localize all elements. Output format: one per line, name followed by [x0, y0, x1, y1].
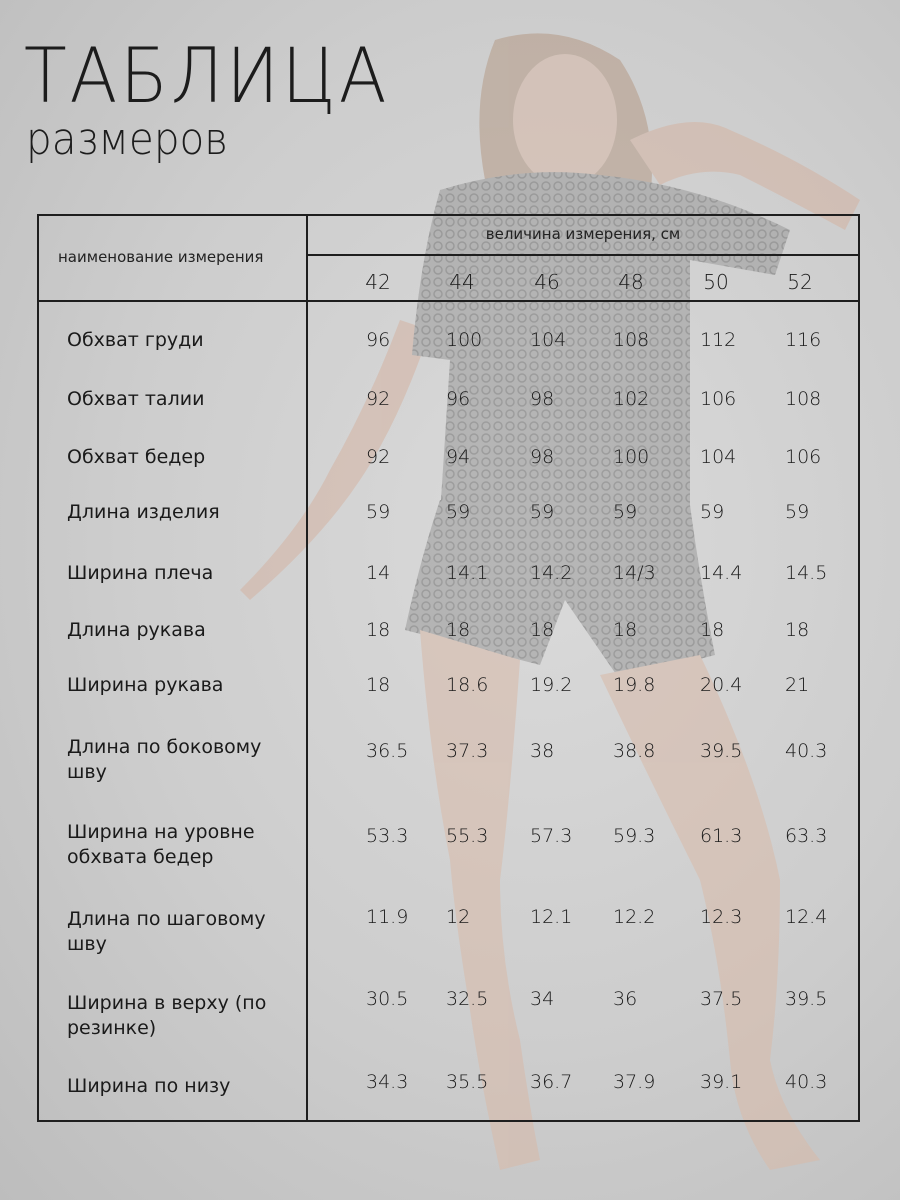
table-cell: 61.3 [700, 825, 743, 847]
table-cell: 108 [613, 329, 650, 351]
table-cell: 14.4 [700, 562, 743, 584]
table-cell: 19.8 [613, 674, 656, 696]
table-cell: 63.3 [785, 825, 828, 847]
table-cell: 92 [366, 388, 391, 410]
table-cell: 12.2 [613, 906, 656, 928]
table-cell: 18 [530, 619, 555, 641]
table-cell: 12.3 [700, 906, 743, 928]
table-cell: 14/3 [613, 562, 656, 584]
table-cell: 100 [446, 329, 483, 351]
table-subheader-divider [306, 254, 860, 256]
size-header-48: 48 [618, 270, 644, 294]
table-cell: 34.3 [366, 1071, 409, 1093]
table-cell: 18 [366, 619, 391, 641]
table-cell: 96 [366, 329, 391, 351]
row-label: Обхват бедер [67, 446, 206, 468]
table-cell: 59.3 [613, 825, 656, 847]
table-cell: 36.5 [366, 740, 409, 762]
table-cell: 18 [613, 619, 638, 641]
row-label: Длина по шаговому шву [67, 908, 266, 955]
size-header-52: 52 [787, 270, 813, 294]
table-cell: 18 [366, 674, 391, 696]
row-label: Ширина в верху (по резинке) [67, 992, 267, 1039]
table-cell: 53.3 [366, 825, 409, 847]
page-subtitle: размеров [26, 114, 229, 165]
table-cell: 36 [613, 988, 638, 1010]
size-header-50: 50 [703, 270, 729, 294]
size-header-46: 46 [534, 270, 560, 294]
table-cell: 106 [700, 388, 737, 410]
table-header-divider [37, 300, 860, 302]
table-cell: 112 [700, 329, 737, 351]
table-cell: 18 [700, 619, 725, 641]
table-cell: 59 [366, 501, 391, 523]
table-cell: 18 [785, 619, 810, 641]
size-header-44: 44 [449, 270, 475, 294]
table-cell: 35.5 [446, 1071, 489, 1093]
row-label: Ширина на уровне обхвата бедер [67, 821, 255, 868]
row-label: Длина по боковому шву [67, 736, 262, 783]
table-cell: 40.3 [785, 740, 828, 762]
table-cell: 38.8 [613, 740, 656, 762]
table-cell: 30.5 [366, 988, 409, 1010]
table-cell: 39.5 [785, 988, 828, 1010]
table-cell: 34 [530, 988, 555, 1010]
page-title: ТАБЛИЦА [24, 31, 390, 120]
table-cell: 59 [785, 501, 810, 523]
table-cell: 116 [785, 329, 822, 351]
row-label: Ширина рукава [67, 674, 224, 696]
row-label: Обхват талии [67, 388, 205, 410]
table-cell: 36.7 [530, 1071, 573, 1093]
table-cell: 96 [446, 388, 471, 410]
table-cell: 38 [530, 740, 555, 762]
row-label: Длина изделия [67, 501, 220, 523]
row-label: Обхват груди [67, 329, 204, 351]
table-cell: 19.2 [530, 674, 573, 696]
table-cell: 104 [530, 329, 567, 351]
table-cell: 18 [446, 619, 471, 641]
table-cell: 57.3 [530, 825, 573, 847]
table-cell: 39.5 [700, 740, 743, 762]
table-cell: 59 [446, 501, 471, 523]
table-cell: 14 [366, 562, 391, 584]
table-cell: 40.3 [785, 1071, 828, 1093]
table-cell: 100 [613, 446, 650, 468]
table-cell: 59 [700, 501, 725, 523]
table-cell: 106 [785, 446, 822, 468]
table-cell: 108 [785, 388, 822, 410]
value-column-header: величина измерения, см [485, 225, 681, 243]
table-cell: 94 [446, 446, 471, 468]
table-cell: 92 [366, 446, 391, 468]
table-cell: 59 [613, 501, 638, 523]
table-cell: 98 [530, 388, 555, 410]
table-cell: 11.9 [366, 906, 409, 928]
table-cell: 102 [613, 388, 650, 410]
table-divider-vertical [306, 214, 308, 1122]
row-label: Длина рукава [67, 619, 206, 641]
row-label: Ширина плеча [67, 562, 214, 584]
table-cell: 37.3 [446, 740, 489, 762]
table-cell: 32.5 [446, 988, 489, 1010]
table-cell: 55.3 [446, 825, 489, 847]
table-cell: 20.4 [700, 674, 743, 696]
row-label: Ширина по низу [67, 1075, 231, 1097]
table-cell: 37.5 [700, 988, 743, 1010]
table-cell: 98 [530, 446, 555, 468]
table-cell: 14.2 [530, 562, 573, 584]
table-cell: 59 [530, 501, 555, 523]
table-cell: 12.4 [785, 906, 828, 928]
table-cell: 12.1 [530, 906, 573, 928]
table-cell: 21 [785, 674, 810, 696]
table-cell: 18.6 [446, 674, 489, 696]
name-column-header: наименование измерения [58, 248, 264, 266]
table-cell: 14.1 [446, 562, 489, 584]
table-cell: 39.1 [700, 1071, 743, 1093]
table-cell: 12 [446, 906, 471, 928]
table-cell: 104 [700, 446, 737, 468]
size-header-42: 42 [365, 270, 391, 294]
table-cell: 14.5 [785, 562, 828, 584]
table-cell: 37.9 [613, 1071, 656, 1093]
